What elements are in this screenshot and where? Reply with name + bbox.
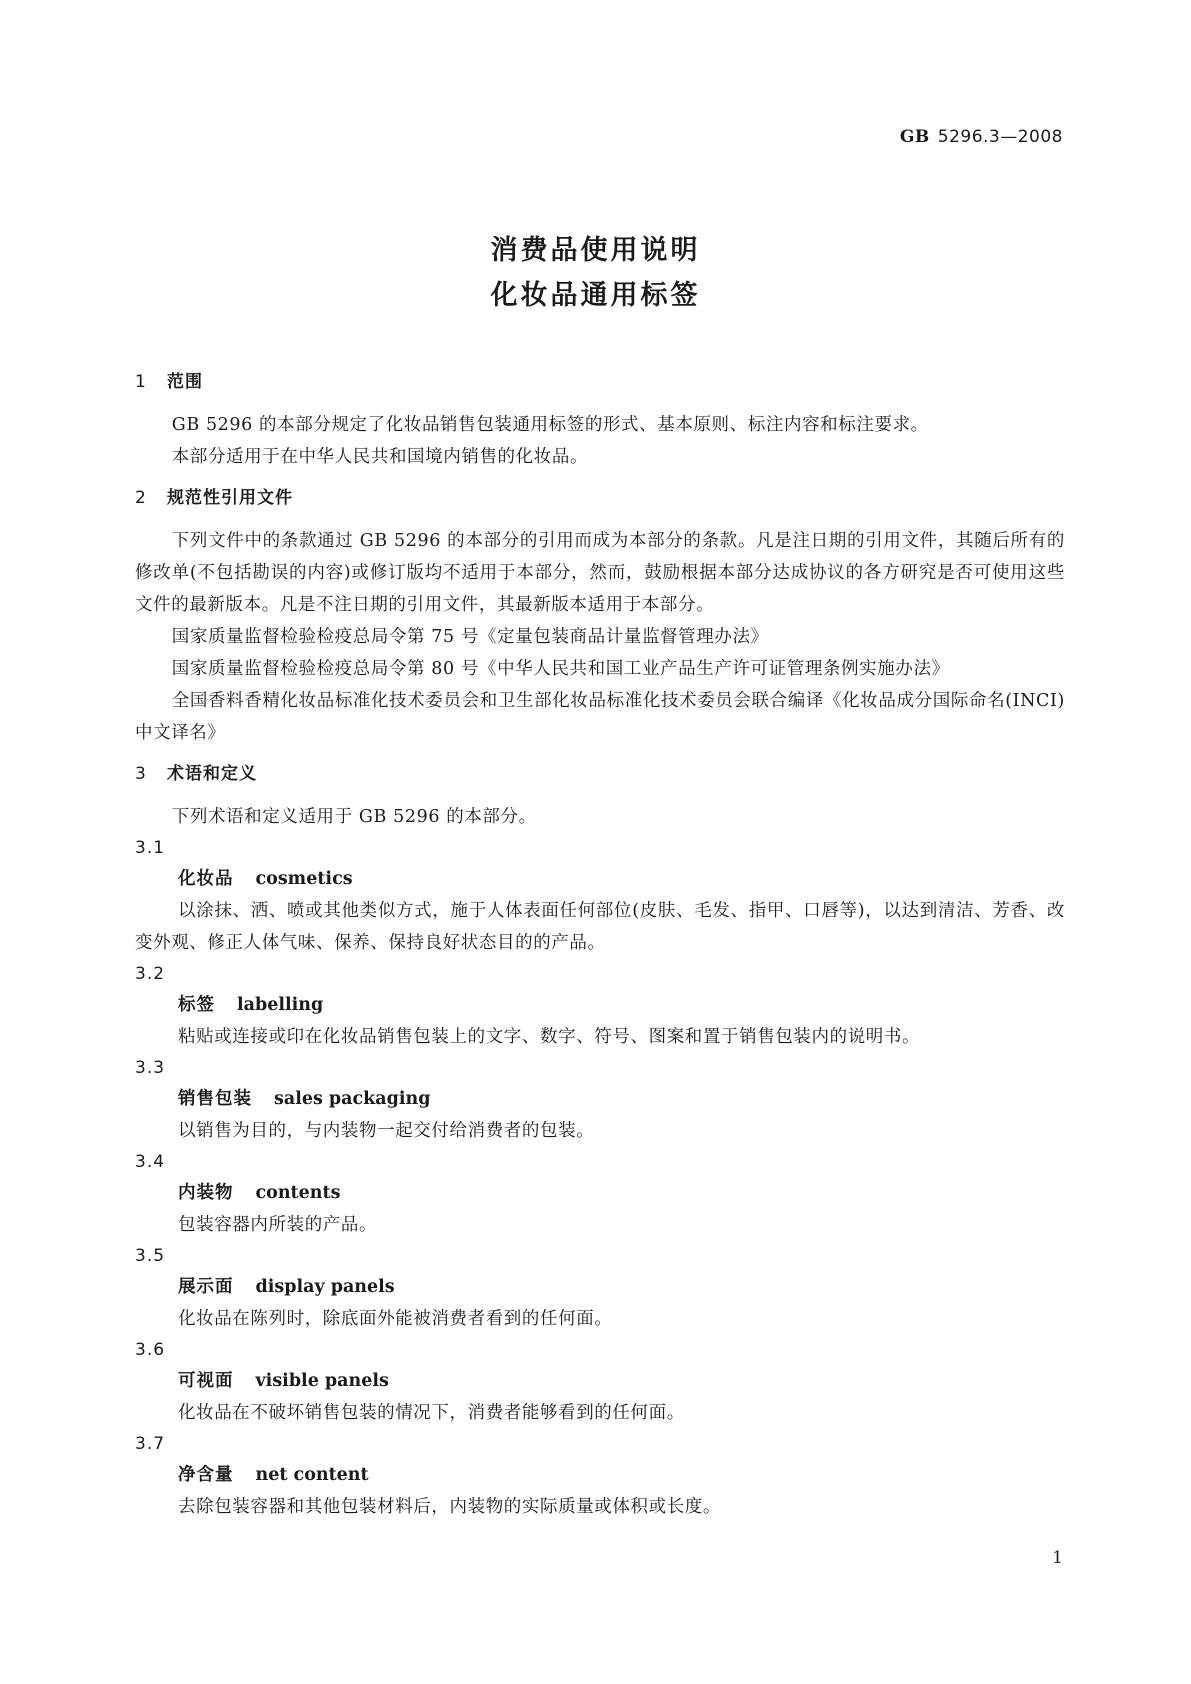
- term-en: labelling: [237, 995, 324, 1015]
- term-heading: [135, 989, 1065, 1021]
- term-number: 3.2: [135, 964, 166, 984]
- standard-code: [900, 127, 1063, 147]
- paragraph: 下列文件中的条款通过 GB 5296 的本部分的引用而成为本部分的条款。凡是注日期的引用文件，其随后所有的修改单(不包括勘误的内容)或修订版均不适用于本部分，然而，鼓励根据本部分达成协议的各方研究是否可使用这些文件的最新版本。凡是不注日期的引用文件，其最新版本适用于本部分。: [135, 531, 1065, 615]
- term-definition: 去除包装容器和其他包装材料后，内装物的实际质量或体积或长度。: [178, 1497, 721, 1517]
- term-en: contents: [255, 1183, 341, 1203]
- page-number: 1: [1052, 1548, 1063, 1568]
- term-definition: 包装容器内所装的产品。: [178, 1215, 378, 1235]
- term-number: 3.4: [135, 1152, 166, 1172]
- term-definition: 化妆品在陈列时，除底面外能被消费者看到的任何面。: [178, 1309, 613, 1329]
- term-zh: 内装物: [178, 1183, 234, 1203]
- document-title-line1: 消费品使用说明: [490, 235, 701, 266]
- term-en: display panels: [255, 1277, 395, 1297]
- paragraph: 本部分适用于在中华人民共和国境内销售的化妆品。: [171, 447, 589, 467]
- term-heading: [135, 1083, 1065, 1115]
- term-zh: 标签: [178, 995, 215, 1015]
- section-heading-normative-references: [135, 483, 1065, 513]
- paragraph: 全国香料香精化妆品标准化技术委员会和卫生部化妆品标准化技术委员会联合编译《化妆品成分国际命名(INCI)中文译名》: [135, 691, 1065, 743]
- term-definition: 以销售为目的，与内装物一起交付给消费者的包装。: [178, 1121, 595, 1141]
- term-number: 3.3: [135, 1058, 166, 1078]
- term-number: 3.5: [135, 1246, 166, 1266]
- section-number: 1: [135, 372, 146, 392]
- term-en: cosmetics: [255, 869, 353, 889]
- standard-code-number: 5296.3—2008: [937, 127, 1063, 147]
- term-en: visible panels: [255, 1371, 389, 1391]
- term-definition: 化妆品在不破坏销售包装的情况下，消费者能够看到的任何面。: [178, 1403, 685, 1423]
- paragraph: 国家质量监督检验检疫总局令第 80 号《中华人民共和国工业产品生产许可证管理条例实施办法》: [171, 659, 950, 679]
- standard-code-prefix: GB: [899, 127, 930, 147]
- section-number: 2: [135, 488, 146, 508]
- section-title: 规范性引用文件: [167, 488, 293, 508]
- section-number: 3: [135, 764, 146, 784]
- term-heading: [135, 1459, 1065, 1491]
- term-zh: 可视面: [178, 1371, 234, 1391]
- term-en: sales packaging: [274, 1089, 431, 1109]
- term-zh: 展示面: [178, 1277, 234, 1297]
- document-body: [135, 367, 1065, 1523]
- term-en: net content: [255, 1465, 369, 1485]
- term-definition: 以涂抹、洒、喷或其他类似方式，施于人体表面任何部位(皮肤、毛发、指甲、口唇等)，以达到清洁、芳香、改变外观、修正人体气味、保养、保持良好状态目的的产品。: [135, 901, 1065, 953]
- term-heading: [135, 1365, 1065, 1397]
- section-title: 范围: [167, 372, 203, 392]
- document-title-line2: 化妆品通用标签: [490, 280, 701, 311]
- term-zh: 销售包装: [178, 1089, 252, 1109]
- section-heading-terms-definitions: [135, 759, 1065, 789]
- paragraph: 国家质量监督检验检疫总局令第 75 号《定量包装商品计量监督管理办法》: [171, 627, 769, 647]
- term-number: 3.1: [135, 838, 166, 858]
- term-zh: 化妆品: [178, 869, 234, 889]
- term-heading: [135, 1177, 1065, 1209]
- term-zh: 净含量: [178, 1465, 234, 1485]
- paragraph: 下列术语和定义适用于 GB 5296 的本部分。: [171, 807, 537, 827]
- section-heading-scope: [135, 367, 1065, 397]
- term-number: 3.6: [135, 1340, 166, 1360]
- term-heading: [135, 863, 1065, 895]
- term-number: 3.7: [135, 1434, 166, 1454]
- term-definition: 粘贴或连接或印在化妆品销售包装上的文字、数字、符号、图案和置于销售包装内的说明书。: [178, 1027, 921, 1047]
- paragraph: GB 5296 的本部分规定了化妆品销售包装通用标签的形式、基本原则、标注内容和标注要求。: [171, 415, 929, 435]
- term-heading: [135, 1271, 1065, 1303]
- section-title: 术语和定义: [167, 764, 257, 784]
